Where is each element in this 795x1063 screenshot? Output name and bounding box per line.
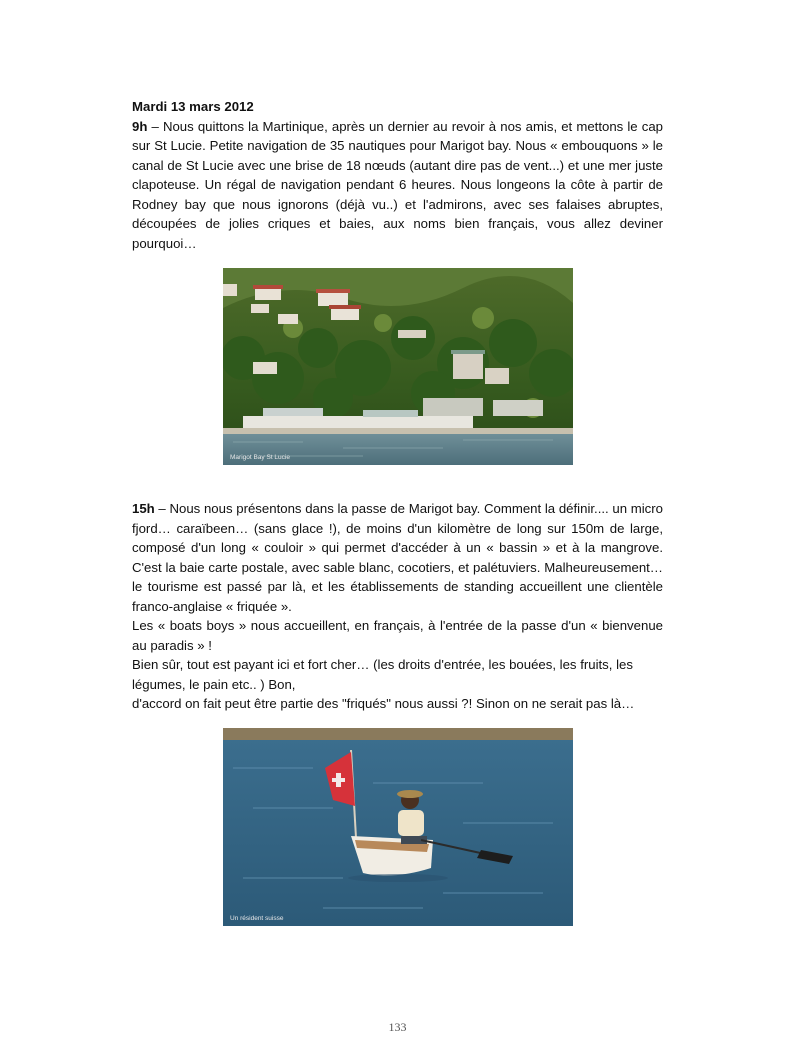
photo1-caption: Marigot Bay St Lucie [230, 454, 290, 461]
time-label-9h: 9h [132, 118, 148, 134]
paragraph-15h-text: – Nous nous présentons dans la passe de Marigot bay. Comment la définir.... un micro fjord… caraïbeen… (sans glace !), de moins d'un kilomètre de long sur 150m de large, composé d'un long « couloir » qui permet d'accéder à un « bassin » et à la mangrove. C'est la baie carte postale, avec sable blanc, cocotiers, et palétuviers. Malheureusement… le tourisme est passé par là, et les établissements de standing accueillent une clientèle franco-anglaise « friquée ». [132, 501, 663, 614]
section-mardi [132, 97, 663, 253]
photo-boat-boy [223, 728, 573, 926]
page-number: 133 [388, 1020, 407, 1034]
paragraph-15h [132, 499, 663, 616]
paragraph-9h [132, 117, 663, 254]
paragraph-boat-boys: Les « boats boys » nous accueillent, en français, à l'entrée de la passe d'un « bienvenue au paradis » ! [132, 618, 663, 653]
boat-boy-image [223, 728, 573, 926]
paragraph-payant: Bien sûr, tout est payant ici et fort cher… (les droits d'entrée, les bouées, les fruits, les légumes, le pain etc.. ) Bon, [132, 657, 633, 692]
section-15h [132, 499, 663, 714]
photo2-caption: Un résident suisse [230, 915, 284, 922]
paragraph-9h-text: – Nous quittons la Martinique, après un dernier au revoir à nos amis, et mettons le cap sur St Lucie. Petite navigation de 35 nautiques pour Marigot bay. Nous « embouquons » le canal de St Lucie avec une brise de 18 nœuds (autant dire pas de vent...) et une mer juste clapoteuse. Un régal de navigation pendant 6 heures. Nous longeons la côte à partir de Rodney bay que nous ignorons (déjà vu..) et l'admirons, avec ses falaises abruptes, découpées de jolies criques et baies, aux noms bien français, vous allez deviner pourquoi… [132, 118, 663, 251]
photo-marigot-bay [223, 268, 573, 465]
time-label-15h: 15h [132, 501, 155, 516]
entry-date: Mardi 13 mars 2012 [132, 99, 254, 114]
paragraph-friques: d'accord on fait peut être partie des "friqués" nous aussi ?! Sinon on ne serait pas là… [132, 696, 635, 711]
marigot-bay-image [223, 268, 573, 465]
